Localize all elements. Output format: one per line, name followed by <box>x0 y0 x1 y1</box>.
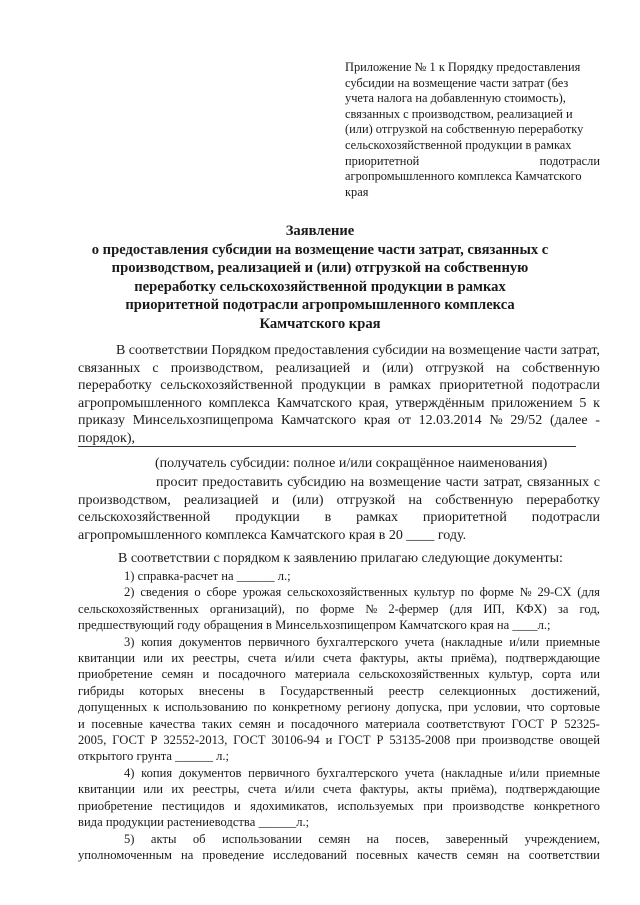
document-item-line: допущенных к использованию по конкретному региону допуска, при условии, что сортовые <box>78 700 600 715</box>
recipient-name-line <box>78 446 576 447</box>
appendix-line <box>345 60 600 76</box>
request-paragraph <box>78 474 600 544</box>
appendix-text: связанных с производством, реализацией и <box>345 106 573 121</box>
appendix-line <box>345 76 600 92</box>
document-item-line: гибриды которых внесены в Государственный реестр селекционных достижений, <box>78 683 600 698</box>
intro_lines-line: приказу Минсельхозпищепрома Камчатского края от 12.03.2014 № 29/52 (далее - <box>78 413 600 429</box>
request_lines-line: агропромышленного комплекса Камчатского края в 20 ____ году. <box>78 527 467 543</box>
intro_lines-line: переработку сельскохозяйственной продукции в рамках приоритетной подотрасли <box>78 378 600 394</box>
document-item-line: 5) акты об использовании семян на посев, заверенный учреждением, <box>124 831 600 846</box>
appendix-text: сельскохозяйственной продукции в рамках <box>345 137 572 152</box>
document-item-line: и посевные качества таких семян и посадочного материала соответствуют ГОСТ Р 52325- <box>78 716 600 731</box>
title-line: переработку сельскохозяйственной продукции в рамках <box>134 278 506 295</box>
title-line: приоритетной подотрасли агропромышленного комплекса <box>125 297 515 314</box>
appendix-line <box>345 185 600 201</box>
appendix-text: учета налога на добавленную стоимость), <box>345 91 566 106</box>
title-line: о предоставления субсидии на возмещение части затрат, связанных с <box>91 241 549 258</box>
intro_lines-line: связанных с производством, реализацией и (или) отгрузкой на собственную <box>78 360 600 376</box>
appendix-text: приоритетной <box>345 153 420 168</box>
request_lines-line: производством, реализацией и (или) отгрузкой на собственную переработку <box>78 492 600 508</box>
appendix-text: Приложение № 1 к Порядку предоставления <box>345 60 581 74</box>
document-title <box>60 222 580 334</box>
appendix-line <box>345 169 600 185</box>
intro_lines-line: порядок), <box>78 430 136 446</box>
document-item-line: 4) копия документов первичного бухгалтерского учета (накладные и/или приемные <box>124 765 600 780</box>
title-line: Камчатского края <box>259 315 381 332</box>
document-item-line: приобретение семян и посадочного материала сельскохозяйственных культур, сорта или <box>78 667 600 682</box>
document-item-line: 2005, ГОСТ Р 32552-2013, ГОСТ 30106-94 и ГОСТ Р 53135-2008 при производстве овощей <box>78 733 600 748</box>
appendix-line <box>345 122 600 138</box>
document-item-line: квитанции или их реестры, счета и/или счета фактуры, акты приёма), подтверждающие <box>78 651 600 666</box>
document-item-line: сельскохозяйственных организаций), по форме № 2-фермер (для ИП, КФХ) за год, <box>78 601 600 616</box>
title-heading: Заявление <box>285 223 355 239</box>
appendix-line <box>345 107 600 123</box>
documents-intro <box>78 550 600 568</box>
appendix-line <box>345 91 600 107</box>
appendix-text: подотрасли <box>539 153 600 168</box>
document-item-line: уполномоченным на проведение исследований посевных качеств семян на соответствии <box>78 847 600 862</box>
document-item-line: 1) справка-расчет на ______ л.; <box>124 569 291 583</box>
appendix-reference <box>345 60 600 200</box>
document-item-line: 2) сведения о сборе урожая сельскохозяйственных культур по форме № 29-СХ (для <box>124 585 600 600</box>
request_lines-line: сельскохозяйственной продукции в рамках приоритетной подотрасли <box>78 510 600 526</box>
document-item-line: 3) копия документов первичного бухгалтерского учета (накладные и/или приемные <box>124 634 600 649</box>
appendix-text: края <box>345 184 369 199</box>
appendix-text: агропромышленного комплекса Камчатского <box>345 169 582 184</box>
appendix-text: субсидии на возмещение части затрат (без <box>345 75 569 90</box>
intro_lines-line: агропромышленного комплекса Камчатского края, утверждённым приложением 5 к <box>78 395 600 411</box>
appendix-text: (или) отгрузкой на собственную переработку <box>345 122 584 137</box>
document-item-line: открытого грунта ______ л.; <box>78 749 230 764</box>
intro-paragraph <box>78 342 600 448</box>
request_lines-line: просит предоставить субсидию на возмещение части затрат, связанных с <box>156 475 600 490</box>
appendix-line <box>345 138 600 154</box>
document-item-line: квитанции или их реестры, счета и/или счета фактуры, акты приёма), подтверждающие <box>78 782 600 797</box>
documents-list <box>78 568 600 863</box>
documents-intro-text: В соответствии с порядком к заявлению прилагаю следующие документы: <box>118 551 563 566</box>
document-item-line: приобретение пестицидов и ядохимикатов, используемых при производстве конкретного <box>78 798 600 813</box>
appendix-line <box>345 154 600 170</box>
recipient-caption: (получатель субсидии: полное и/или сокращённое наименования) <box>155 456 548 471</box>
title-line: производством, реализацией и (или) отгрузкой на собственную <box>111 260 529 277</box>
document-item-line: вида продукции растениеводства ______л.; <box>78 815 310 830</box>
intro_lines-line: В соответствии Порядком предоставления субсидии на возмещение части затрат, <box>116 343 600 358</box>
document-item-line: предшествующий году обращения в Минсельхозпищепром Камчатского края на ____л.; <box>78 618 551 633</box>
